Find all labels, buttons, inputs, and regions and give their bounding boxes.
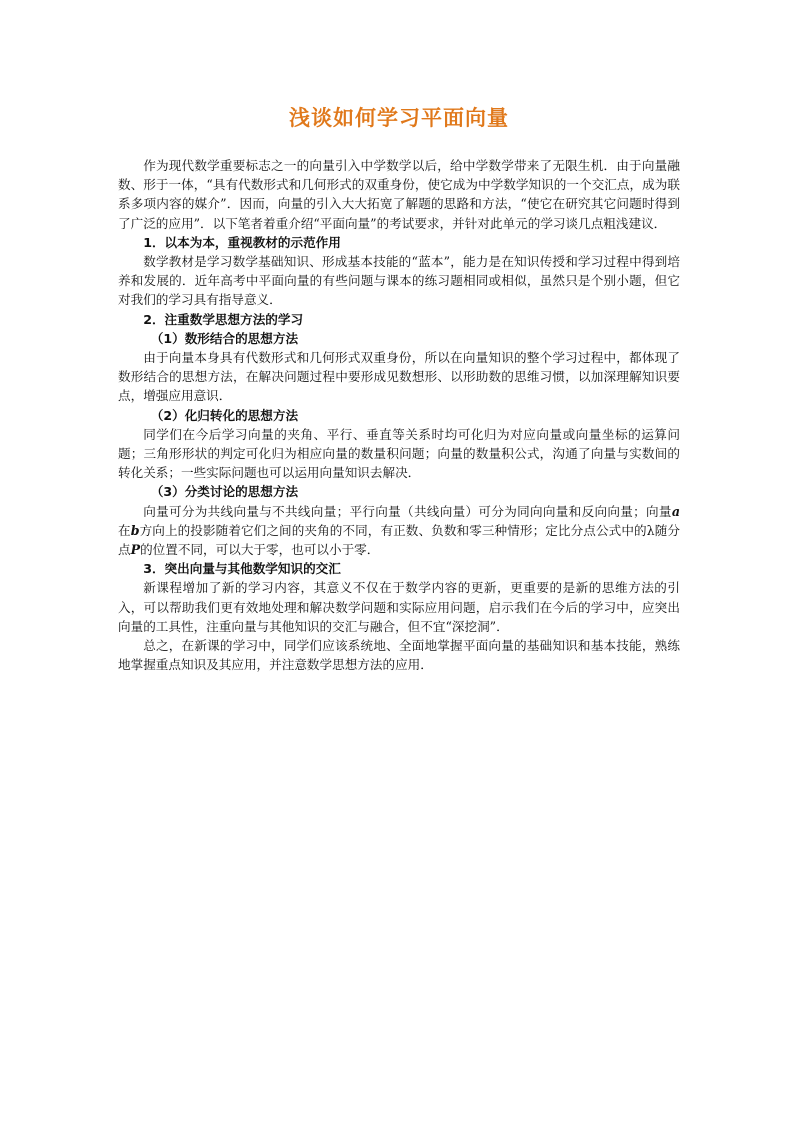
- section-2-1-heading: （1）数形结合的思想方法: [150, 330, 299, 346]
- section-2-2-paragraph: 同学们在今后学习向量的夹角、平行、垂直等关系时均可化归为对应向量或向量坐标的运算问题；三角形形状的判定可化归为相应向量的数量积问题；向量的数量积公式，沟通了向量与实数间的转化关系；一些实际问题也可以运用向量知识去解决．: [118, 426, 680, 481]
- document-body: [118, 156, 680, 674]
- section-1-paragraph: 数学教材是学习数学基础知识、形成基本技能的“蓝本”，能力是在知识传授和学习过程中得到培养和发展的．近年高考中平面向量的有些问题与课本的练习题相同或相似，虽然只是个别小题，但它对我们的学习具有指导意义．: [118, 254, 680, 308]
- section-2-3-heading: （3）分类讨论的思想方法: [150, 484, 299, 500]
- point-p-symbol: P: [130, 542, 141, 558]
- s2-3-text-d: 随分点: [118, 522, 681, 558]
- document-title: 浅谈如何学习平面向量: [289, 106, 509, 130]
- vector-a-symbol: a: [671, 503, 680, 519]
- s2-3-text-a: 向量可分为共线向量与不共线向量；平行向量（共线向量）可分为同向向量和反向向量；向量: [143, 503, 672, 519]
- section-2-2-heading: （2）化归转化的思想方法: [150, 407, 299, 423]
- section-3-heading: 3．突出向量与其他数学知识的交汇: [143, 561, 341, 577]
- intro-text-a: 作为现代数学重要标志之一的向量引入中学数学以后，给中学数学带来了无限生机．由于向量融数、形于一体，“具有代数形式和几何形式的双重身份，使它成为中学数学知识的一个交汇点，成为联系多项内容的媒介”．因而，向量的引入大大拓宽了解题的思路和方法，: [118, 158, 680, 212]
- section-2-1-paragraph: 由于向量本身具有代数形式和几何形式双重身份，所以在向量知识的整个学习过程中，都体现了数形结合的思想方法，在解决问题过程中要形成见数想形、以形助数的思维习惯，以加深理解知识要点，增强应用意识．: [118, 350, 680, 404]
- section-1-heading: 1．以本为本，重视教材的示范作用: [143, 234, 341, 250]
- conclusion-paragraph: 总之，在新课的学习中，同学们应该系统地、全面地掌握平面向量的基础知识和基本技能，熟练地掌握重点知识及其应用，并注意数学思想方法的应用．: [118, 638, 680, 673]
- lambda-symbol: λ: [646, 522, 655, 538]
- section-3-paragraph: 新课程增加了新的学习内容，其意义不仅在于数学内容的更新，更重要的是新的思维方法的引入，可以帮助我们更有效地处理和解决数学问题和实际应用问题，启示我们在今后的学习中，应突出向量的工具性，注重向量与其他知识的交汇与融合，但不宜“深挖洞”．: [118, 580, 680, 634]
- section-2-3-paragraph: [118, 502, 680, 560]
- vector-b-symbol: b: [130, 522, 140, 538]
- s2-3-text-b: 在: [118, 522, 131, 538]
- intro-paragraph: [118, 156, 680, 233]
- s2-3-text-e: 的位置不同，可以大于零，也可以小于零．: [140, 542, 380, 558]
- section-2-heading: 2．注重数学思想方法的学习: [143, 311, 304, 327]
- intro-text-b: “使它在研究其它问题时得到了广泛的应用”．以下笔者着重介绍“平面向量”的考试要求，并针对此单元的学习谈几点粗浅建议．: [118, 196, 680, 231]
- s2-3-text-c: 方向上的投影随着它们之间的夹角的不同，有正数、负数和零三种情形；定比分点公式中的: [139, 522, 647, 538]
